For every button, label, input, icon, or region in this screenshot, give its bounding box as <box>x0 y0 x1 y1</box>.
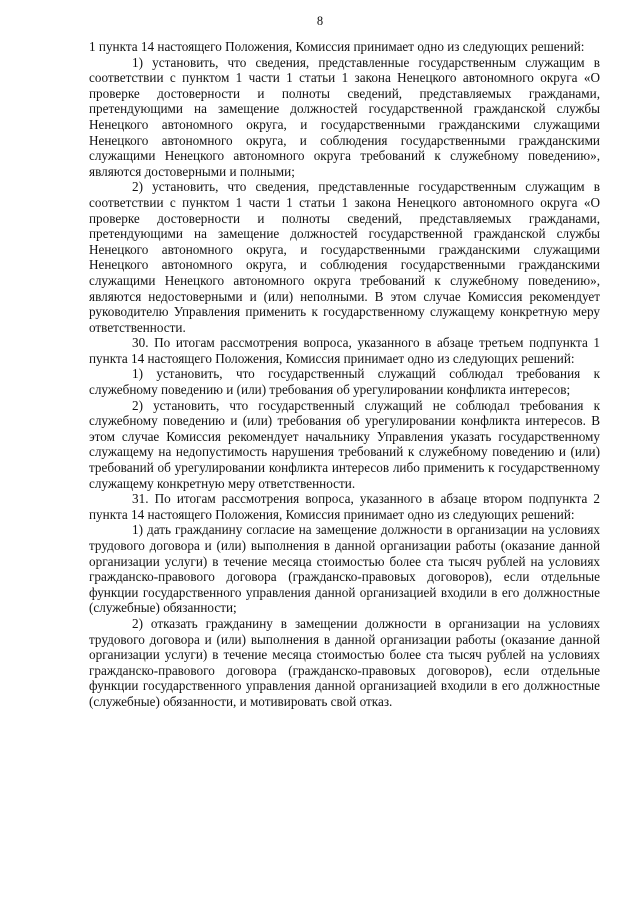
paragraph-section-30: 30. По итогам рассмотрения вопроса, указанного в абзаце третьем подпункта 1 пункта 14 настоящего Положения, Комиссия принимает одно из следующих решений: <box>89 335 600 366</box>
paragraph-item-1-reliable: 1) установить, что сведения, представленные государственным служащим в соответствии с пунктом 1 части 1 статьи 1 закона Ненецкого автономного округа «О проверке достоверности и полноты сведений, представляемых гражданами, претендующими на замещение должностей государственной гражданской службы Ненецкого автономного округа, и государственными гражданскими служащими Ненецкого автономного округа, и соблюдения государственными гражданскими служащими Ненецкого автономного округа требований к служебному поведению», являются достоверными и полными; <box>89 54 600 179</box>
page-number: 8 <box>316 14 324 28</box>
paragraph-30-item-1: 1) установить, что государственный служащий соблюдал требования к служебному поведению и (или) требования об урегулировании конфликта интересов; <box>89 366 600 398</box>
paragraph-continuation: 1 пункта 14 настоящего Положения, Комиссия принимает одно из следующих решений: <box>89 39 585 54</box>
paragraph-section-31: 31. По итогам рассмотрения вопроса, указанного в абзаце втором подпункта 2 пункта 14 настоящего Положения, Комиссия принимает одно из следующих решений: <box>89 491 600 522</box>
document-body <box>89 39 600 710</box>
paragraph-31-item-1: 1) дать гражданину согласие на замещение должности в организации на условиях трудового договора и (или) выполнения в данной организации работы (оказание данной организации услуги) в течение месяца стоимостью более ста тысяч рублей на условиях гражданско-правового договора (гражданско-правовых договоров), если отдельные функции государственного управления данной организацией входили в его должностные (служебные) обязанности; <box>89 522 600 616</box>
paragraph-item-2-unreliable: 2) установить, что сведения, представленные государственным служащим в соответствии с пунктом 1 части 1 статьи 1 закона Ненецкого автономного округа «О проверке достоверности и полноты сведений, представляемых гражданами, претендующими на замещение должностей государственной гражданской службы Ненецкого автономного округа, и государственными гражданскими служащими Ненецкого автономного округа, и соблюдения государственными гражданскими служащими Ненецкого автономного округа требований к служебному поведению», являются недостоверными и (или) неполными. В этом случае Комиссия рекомендует руководителю Управления применить к государственному служащему конкретную меру ответственности. <box>89 179 600 335</box>
paragraph-31-item-2: 2) отказать гражданину в замещении должности в организации на условиях трудового договора и (или) выполнения в данной организации работы (оказание данной организации услуги) в течение месяца стоимостью более ста тысяч рублей на условиях гражданско-правового договора (гражданско-правовых договоров), если отдельные функции государственного управления данной организацией входили в его должностные (служебные) обязанности, и мотивировать свой отказ. <box>89 615 600 709</box>
paragraph-30-item-2: 2) установить, что государственный служащий не соблюдал требования к служебному поведению и (или) требования об урегулировании конфликта интересов. В этом случае Комиссия рекомендует начальнику Управления указать государственному служащему на недопустимость нарушения требований к служебному поведению и (или) требований об урегулировании конфликта интересов либо применить к государственному служащему конкретную меру ответственности. <box>89 397 600 491</box>
